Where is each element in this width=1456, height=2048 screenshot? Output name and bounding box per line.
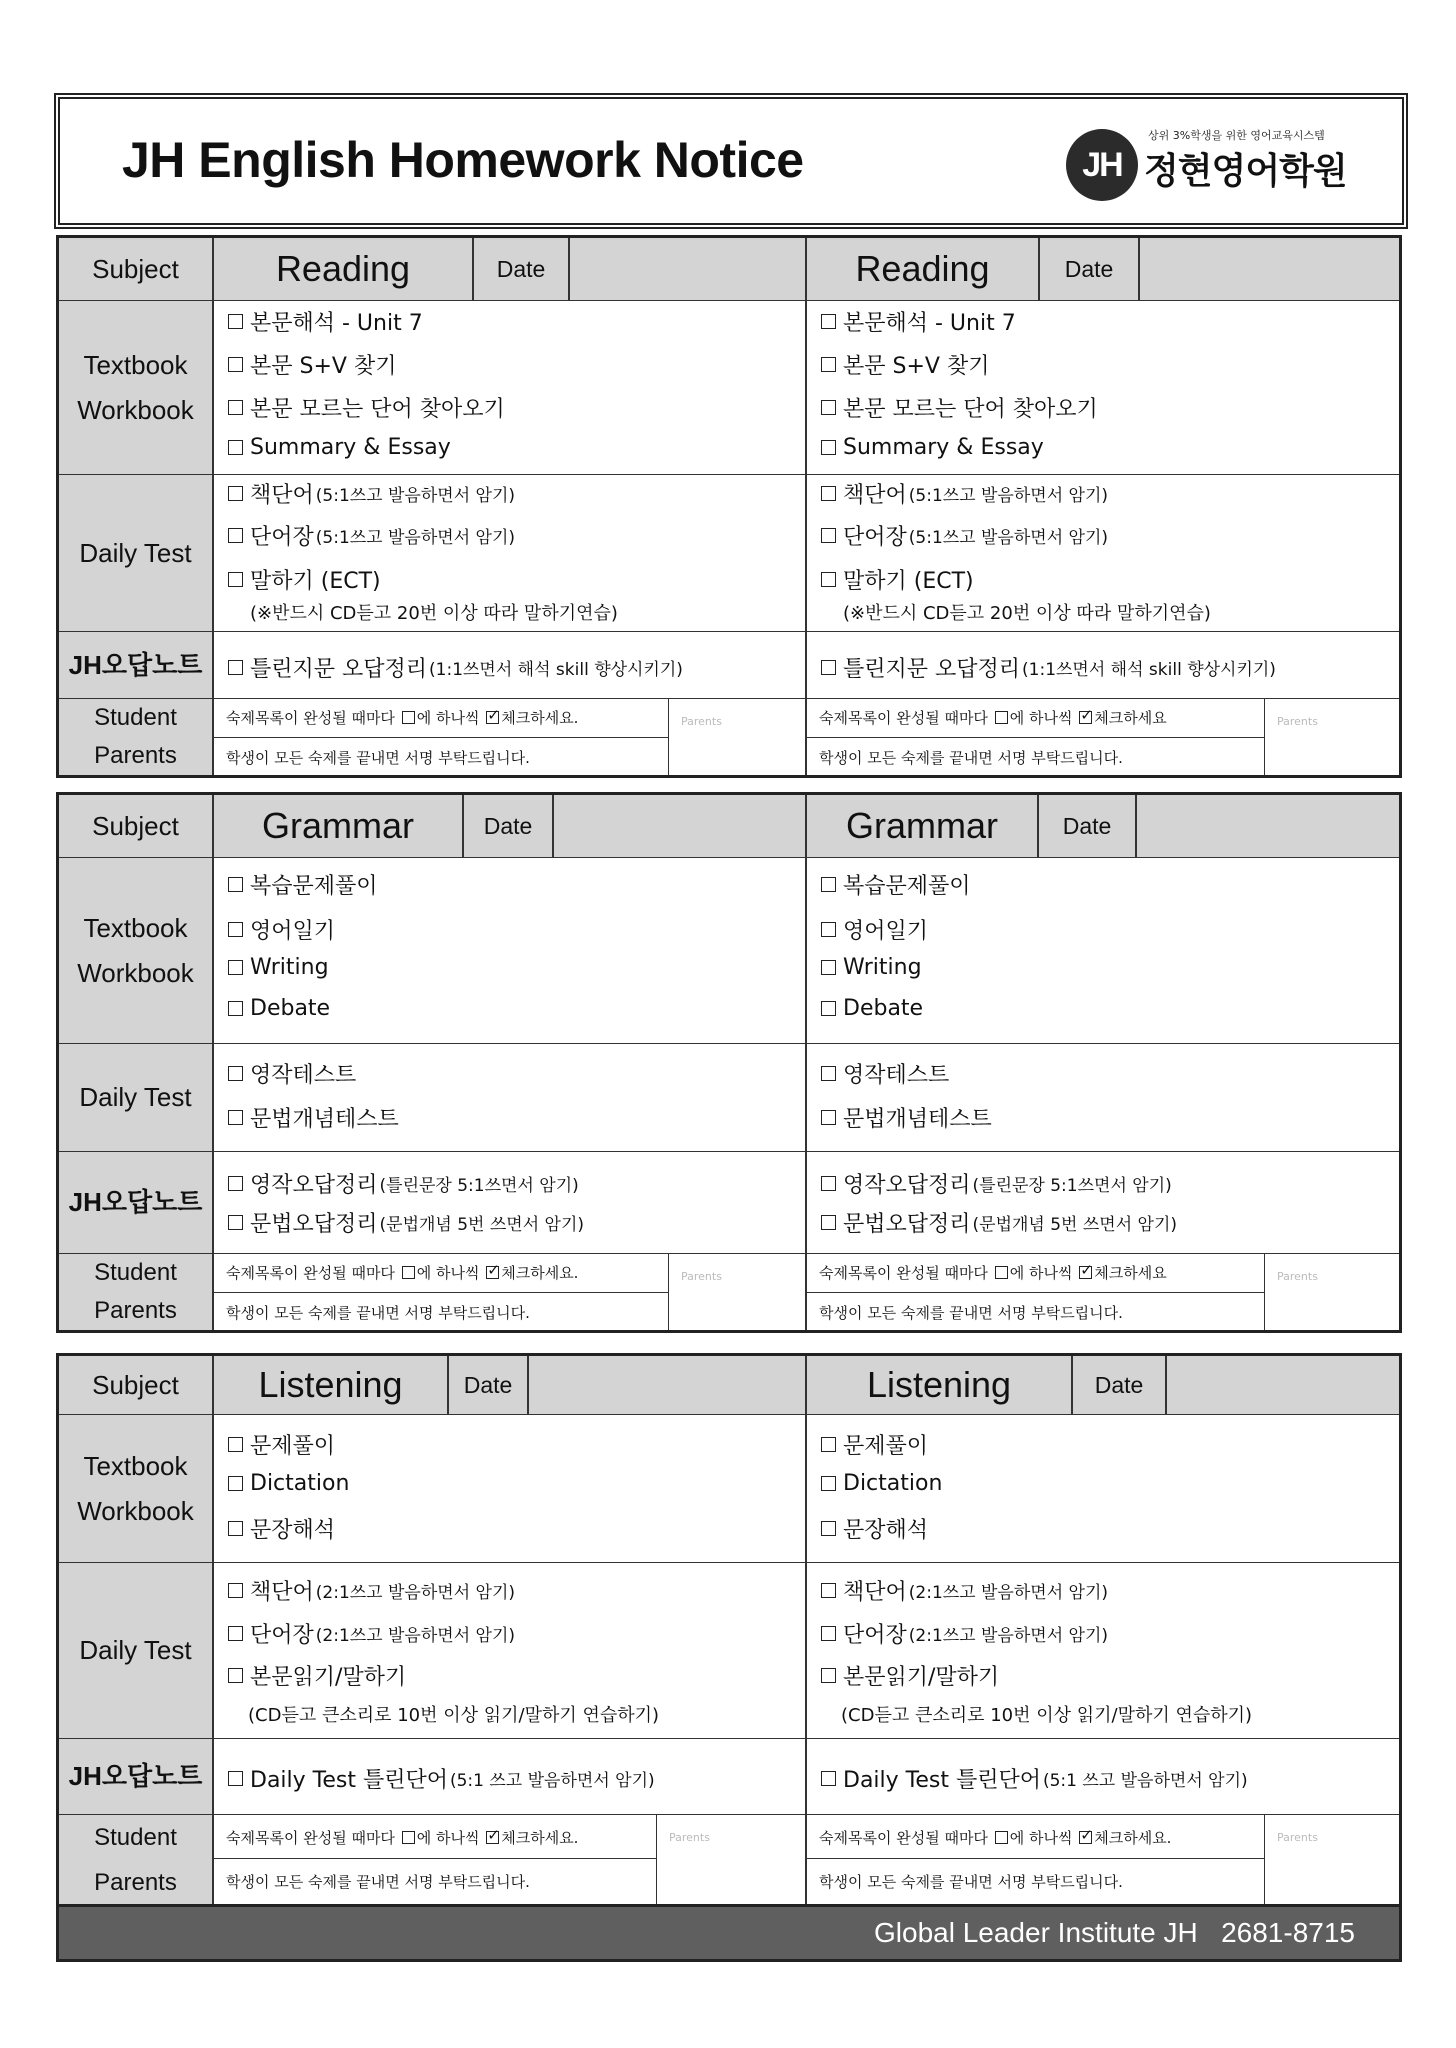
checklist-item[interactable]: 본문읽기/말하기 [228, 1660, 406, 1691]
checked-box-icon [1079, 711, 1092, 724]
grammar-daily-right [807, 1044, 1399, 1151]
checkbox[interactable] [821, 922, 836, 937]
divider [807, 1292, 1264, 1293]
student-parents-label [59, 1254, 214, 1330]
notice-header [58, 97, 1404, 225]
checklist-item[interactable]: 문장해석 [228, 1513, 335, 1544]
checkbox[interactable] [228, 1583, 243, 1598]
date-label: Date [447, 1356, 529, 1414]
listening-jh-right [807, 1739, 1399, 1814]
checkbox[interactable] [821, 1110, 836, 1125]
listening-jh-row [59, 1738, 1399, 1814]
checkbox[interactable] [228, 960, 243, 975]
checkbox[interactable] [228, 440, 243, 455]
checklist-item[interactable]: Daily Test 틀린단어 (5:1 쓰고 발음하면서 암기) [228, 1763, 655, 1794]
checkbox[interactable] [228, 1626, 243, 1641]
listening-sign-right [807, 1815, 1399, 1906]
daily-test-label: Daily Test [59, 1044, 214, 1151]
checklist-item[interactable]: 책단어 (5:1쓰고 발음하면서 암기) [821, 478, 1108, 509]
checkbox[interactable] [821, 1668, 836, 1683]
grammar-subject-name: Grammar [807, 795, 1037, 857]
checkbox[interactable] [821, 357, 836, 372]
checklist-item[interactable]: 영어일기 [821, 914, 928, 945]
student-instruction: 숙제목록이 완성될 때마다 에 하나씩 ✓ 체크하세요 [819, 707, 1167, 728]
checklist-item[interactable]: 단어장 (2:1쓰고 발음하면서 암기) [821, 1618, 1108, 1649]
checkbox-icon [402, 1831, 415, 1844]
subject-label: Subject [59, 1356, 214, 1414]
checked-box-icon [486, 1266, 499, 1279]
date-label: Date [462, 795, 554, 857]
jh-note-label: JH오답노트 [59, 1739, 214, 1814]
checked-box-icon [486, 711, 499, 724]
checklist-item[interactable]: 문제풀이 [821, 1429, 928, 1460]
parents-instruction: 학생이 모든 숙제를 끝내면 서명 부탁드립니다. [226, 1873, 530, 1891]
phone-number: 2681-8715 [1221, 1917, 1355, 1948]
daily-test-label: Daily Test [59, 1563, 214, 1738]
parents-signature-box[interactable] [668, 1254, 805, 1330]
grammar-sign-right [807, 1254, 1399, 1330]
checklist-item[interactable]: 본문해석 - Unit 7 [228, 306, 423, 337]
reading-daily-row [59, 474, 1399, 631]
checked-box-icon [1079, 1831, 1092, 1844]
grammar-sign-row [59, 1253, 1399, 1330]
reading-textbook-row [59, 300, 1399, 474]
date-field[interactable] [529, 1356, 805, 1414]
textbook-workbook-label [59, 301, 214, 474]
divider [807, 1858, 1264, 1859]
checkbox-icon [402, 1266, 415, 1279]
checkbox[interactable] [228, 314, 243, 329]
date-label: Date [1037, 795, 1137, 857]
checkbox[interactable] [228, 1001, 243, 1016]
checkbox[interactable] [821, 486, 836, 501]
workbook-label: Workbook [77, 394, 194, 425]
checklist-item[interactable]: 본문해석 - Unit 7 [821, 306, 1016, 337]
checklist-item[interactable]: Debate [821, 996, 923, 1021]
listening-subject-name: Listening [807, 1356, 1071, 1414]
checked-box-icon [1079, 1266, 1092, 1279]
checklist-item[interactable]: Daily Test 틀린단어 (5:1 쓰고 발음하면서 암기) [821, 1763, 1248, 1794]
footer-contact [874, 1917, 1355, 1949]
reading-subject-name: Reading [214, 238, 472, 300]
checklist-item[interactable]: Dictation [821, 1471, 942, 1496]
listening-daily-left [214, 1563, 807, 1738]
checklist-item[interactable]: 본문 S+V 찾기 [821, 349, 989, 380]
reading-daily-right [807, 475, 1399, 631]
date-field[interactable] [1137, 795, 1399, 857]
listening-daily-right [807, 1563, 1399, 1738]
listening-textbook-row [59, 1414, 1399, 1562]
parents-hint: Parents [1277, 1831, 1318, 1844]
checklist-item[interactable]: Summary & Essay [821, 435, 1044, 460]
grammar-textbook-left [214, 858, 807, 1043]
student-instruction: 숙제목록이 완성될 때마다 에 하나씩 ✓ 체크하세요. [819, 1827, 1171, 1848]
checklist-item[interactable]: 문법오답정리 (문법개념 5번 쓰면서 암기) [228, 1207, 584, 1238]
parents-instruction: 학생이 모든 숙제를 끝내면 서명 부탁드립니다. [819, 1873, 1123, 1891]
parents-label: Parents [94, 1869, 177, 1897]
grammar-jh-left [214, 1152, 807, 1253]
date-field[interactable] [554, 795, 805, 857]
grammar-subject-left [214, 795, 807, 857]
logo-mark: JH [1066, 129, 1138, 201]
checkbox[interactable] [821, 1476, 836, 1491]
checklist-item[interactable]: 문법오답정리 (문법개념 5번 쓰면서 암기) [821, 1207, 1177, 1238]
checkbox[interactable] [228, 357, 243, 372]
date-label: Date [472, 238, 570, 300]
checkbox[interactable] [228, 528, 243, 543]
divider [214, 1292, 668, 1293]
checkbox[interactable] [821, 440, 836, 455]
checklist-item[interactable]: 문법개념테스트 [228, 1102, 399, 1133]
checklist-item[interactable]: 영작오답정리 (틀린문장 5:1쓰면서 암기) [228, 1168, 579, 1199]
parents-hint: Parents [681, 715, 722, 728]
student-instruction: 숙제목록이 완성될 때마다 에 하나씩 ✓ 체크하세요 [819, 1262, 1167, 1283]
checklist-item[interactable]: 영작테스트 [228, 1058, 356, 1089]
parents-signature-box[interactable] [1264, 699, 1399, 775]
checklist-item[interactable]: 영작오답정리 (틀린문장 5:1쓰면서 암기) [821, 1168, 1172, 1199]
checklist-item[interactable]: 복습문제풀이 [228, 869, 378, 900]
student-label: Student [94, 1823, 177, 1851]
parents-signature-box[interactable] [1264, 1815, 1399, 1906]
listening-section [56, 1353, 1402, 1909]
checkbox[interactable] [228, 1521, 243, 1536]
checkbox[interactable] [228, 1668, 243, 1683]
reading-subject-name: Reading [807, 238, 1038, 300]
listening-daily-row [59, 1562, 1399, 1738]
grammar-daily-left [214, 1044, 807, 1151]
checklist-item[interactable]: 틀린지문 오답정리 (1:1쓰면서 해석 skill 향상시키기) [228, 652, 683, 683]
textbook-workbook-label [59, 858, 214, 1043]
grammar-subject-right [807, 795, 1399, 857]
workbook-label: Workbook [77, 957, 194, 988]
grammar-textbook-right [807, 858, 1399, 1043]
checkbox[interactable] [228, 877, 243, 892]
parents-hint: Parents [669, 1831, 710, 1844]
page-title: JH English Homework Notice [122, 132, 804, 188]
checkbox[interactable] [821, 1583, 836, 1598]
grammar-daily-row [59, 1043, 1399, 1151]
checkbox[interactable] [821, 1215, 836, 1230]
reading-sign-right [807, 699, 1399, 775]
reading-section [56, 235, 1402, 778]
student-instruction: 숙제목록이 완성될 때마다 에 하나씩 ✓ 체크하세요. [226, 1827, 578, 1848]
checkbox[interactable] [821, 1001, 836, 1016]
checkbox[interactable] [228, 1215, 243, 1230]
listening-textbook-left [214, 1415, 807, 1562]
checklist-item[interactable]: 틀린지문 오답정리 (1:1쓰면서 해석 skill 향상시키기) [821, 652, 1276, 683]
checkbox[interactable] [821, 1176, 836, 1191]
parents-instruction: 학생이 모든 숙제를 끝내면 서명 부탁드립니다. [819, 1304, 1123, 1322]
checklist-item[interactable]: 문장해석 [821, 1513, 928, 1544]
listening-subject-left [214, 1356, 807, 1414]
divider [807, 737, 1264, 738]
logo-name: 정현영어학원 [1144, 151, 1347, 192]
checklist-item[interactable]: Debate [228, 996, 330, 1021]
date-field[interactable] [1167, 1356, 1399, 1414]
checkbox-icon [995, 1831, 1008, 1844]
grammar-jh-right [807, 1152, 1399, 1253]
listening-subject-row [59, 1356, 1399, 1414]
checkbox[interactable] [228, 1176, 243, 1191]
parents-label: Parents [94, 1296, 177, 1324]
checklist-item[interactable]: 말하기 (ECT) [228, 564, 381, 595]
checkbox-icon [402, 711, 415, 724]
jh-note-label: JH오답노트 [59, 632, 214, 698]
checkbox[interactable] [228, 660, 243, 675]
checklist-item[interactable]: Writing [228, 955, 329, 980]
parents-signature-box[interactable] [656, 1815, 805, 1906]
checklist-item[interactable]: Summary & Essay [228, 435, 451, 460]
parents-signature-box[interactable] [1264, 1254, 1399, 1330]
subject-label: Subject [59, 238, 214, 300]
reading-textbook-left [214, 301, 807, 474]
checkbox[interactable] [228, 1771, 243, 1786]
subject-label: Subject [59, 795, 214, 857]
checklist-item[interactable]: 본문읽기/말하기 [821, 1660, 999, 1691]
workbook-label: Workbook [77, 1495, 194, 1526]
parents-instruction: 학생이 모든 숙제를 끝내면 서명 부탁드립니다. [819, 749, 1123, 767]
checklist-item[interactable]: 본문 모르는 단어 찾아오기 [228, 392, 505, 423]
reading-jh-right [807, 632, 1399, 698]
checkbox[interactable] [228, 486, 243, 501]
listening-sign-left [214, 1815, 807, 1906]
checklist-item[interactable]: 단어장 (5:1쓰고 발음하면서 암기) [228, 520, 515, 551]
checkbox[interactable] [821, 877, 836, 892]
reading-daily-left [214, 475, 807, 631]
student-instruction: 숙제목록이 완성될 때마다 에 하나씩 ✓ 체크하세요. [226, 1262, 578, 1283]
grammar-section [56, 792, 1402, 1333]
reading-jh-row [59, 631, 1399, 698]
parents-instruction: 학생이 모든 숙제를 끝내면 서명 부탁드립니다. [226, 749, 530, 767]
checkbox[interactable] [228, 572, 243, 587]
grammar-textbook-row [59, 857, 1399, 1043]
checklist-item[interactable]: 복습문제풀이 [821, 869, 971, 900]
checklist-item[interactable]: 책단어 (2:1쓰고 발음하면서 암기) [228, 1575, 515, 1606]
grammar-jh-row [59, 1151, 1399, 1253]
daily-test-note: (※반드시 CD듣고 20번 이상 따라 말하기연습) [843, 603, 1211, 624]
checkbox[interactable] [821, 1437, 836, 1452]
checkbox[interactable] [821, 572, 836, 587]
checkbox[interactable] [228, 922, 243, 937]
footer-bar [56, 1904, 1402, 1962]
checkbox[interactable] [821, 960, 836, 975]
checkbox-icon [995, 711, 1008, 724]
textbook-label: Textbook [83, 913, 188, 944]
checklist-item[interactable]: 책단어 (5:1쓰고 발음하면서 암기) [228, 478, 515, 509]
checkbox[interactable] [821, 400, 836, 415]
textbook-label: Textbook [83, 350, 188, 381]
checkbox[interactable] [821, 1626, 836, 1641]
date-label: Date [1038, 238, 1140, 300]
parents-hint: Parents [1277, 1270, 1318, 1283]
reading-jh-left [214, 632, 807, 698]
listening-sign-row [59, 1814, 1399, 1906]
grammar-subject-row [59, 795, 1399, 857]
parents-hint: Parents [681, 1270, 722, 1283]
listening-jh-left [214, 1739, 807, 1814]
date-label: Date [1071, 1356, 1167, 1414]
checklist-item[interactable]: 영어일기 [228, 914, 335, 945]
student-instruction: 숙제목록이 완성될 때마다 에 하나씩 ✓ 체크하세요. [226, 707, 578, 728]
checklist-item[interactable]: 단어장 (5:1쓰고 발음하면서 암기) [821, 520, 1108, 551]
checklist-item[interactable]: 단어장 (2:1쓰고 발음하면서 암기) [228, 1618, 515, 1649]
student-label: Student [94, 703, 177, 731]
checkbox[interactable] [228, 1066, 243, 1081]
checkbox[interactable] [228, 1110, 243, 1125]
daily-test-note: (※반드시 CD듣고 20번 이상 따라 말하기연습) [250, 603, 618, 624]
checklist-item[interactable]: Writing [821, 955, 922, 980]
parents-instruction: 학생이 모든 숙제를 끝내면 서명 부탁드립니다. [226, 1304, 530, 1322]
checklist-item[interactable]: 영작테스트 [821, 1058, 949, 1089]
listening-subject-name: Listening [214, 1356, 447, 1414]
logo-tagline: 상위 3%학생을 위한 영어교육시스템 [1148, 129, 1325, 142]
divider [214, 737, 668, 738]
daily-test-note: (CD듣고 큰소리로 10번 이상 읽기/말하기 연습하기) [248, 1705, 660, 1726]
textbook-workbook-label [59, 1415, 214, 1562]
checkbox[interactable] [821, 1771, 836, 1786]
date-field[interactable] [1140, 238, 1399, 300]
checkbox[interactable] [821, 314, 836, 329]
checkbox[interactable] [821, 528, 836, 543]
parents-label: Parents [94, 741, 177, 769]
checklist-item[interactable]: 본문 S+V 찾기 [228, 349, 396, 380]
checkbox[interactable] [228, 400, 243, 415]
student-parents-label [59, 699, 214, 775]
checkbox[interactable] [821, 1521, 836, 1536]
jh-note-label: JH오답노트 [59, 1152, 214, 1253]
institute-name: Global Leader Institute JH [874, 1917, 1198, 1948]
student-label: Student [94, 1258, 177, 1286]
daily-test-note: (CD듣고 큰소리로 10번 이상 읽기/말하기 연습하기) [841, 1705, 1253, 1726]
checkbox[interactable] [228, 1437, 243, 1452]
reading-subject-right [807, 238, 1399, 300]
checklist-item[interactable]: 책단어 (2:1쓰고 발음하면서 암기) [821, 1575, 1108, 1606]
reading-sign-left [214, 699, 807, 775]
checkbox[interactable] [821, 1066, 836, 1081]
textbook-label: Textbook [83, 1451, 188, 1482]
checkbox[interactable] [821, 660, 836, 675]
divider [214, 1858, 656, 1859]
checkbox-icon [995, 1266, 1008, 1279]
parents-signature-box[interactable] [668, 699, 805, 775]
academy-logo [1066, 123, 1346, 195]
grammar-sign-left [214, 1254, 807, 1330]
reading-textbook-right [807, 301, 1399, 474]
reading-subject-row [59, 238, 1399, 300]
listening-subject-right [807, 1356, 1399, 1414]
checklist-item[interactable]: Dictation [228, 1471, 349, 1496]
checklist-item[interactable]: 문법개념테스트 [821, 1102, 992, 1133]
checked-box-icon [486, 1831, 499, 1844]
checklist-item[interactable]: 본문 모르는 단어 찾아오기 [821, 392, 1098, 423]
checkbox[interactable] [228, 1476, 243, 1491]
daily-test-label: Daily Test [59, 475, 214, 631]
student-parents-label [59, 1815, 214, 1906]
grammar-subject-name: Grammar [214, 795, 462, 857]
date-field[interactable] [570, 238, 805, 300]
reading-subject-left [214, 238, 807, 300]
reading-sign-row [59, 698, 1399, 775]
checklist-item[interactable]: 문제풀이 [228, 1429, 335, 1460]
checklist-item[interactable]: 말하기 (ECT) [821, 564, 974, 595]
parents-hint: Parents [1277, 715, 1318, 728]
listening-textbook-right [807, 1415, 1399, 1562]
